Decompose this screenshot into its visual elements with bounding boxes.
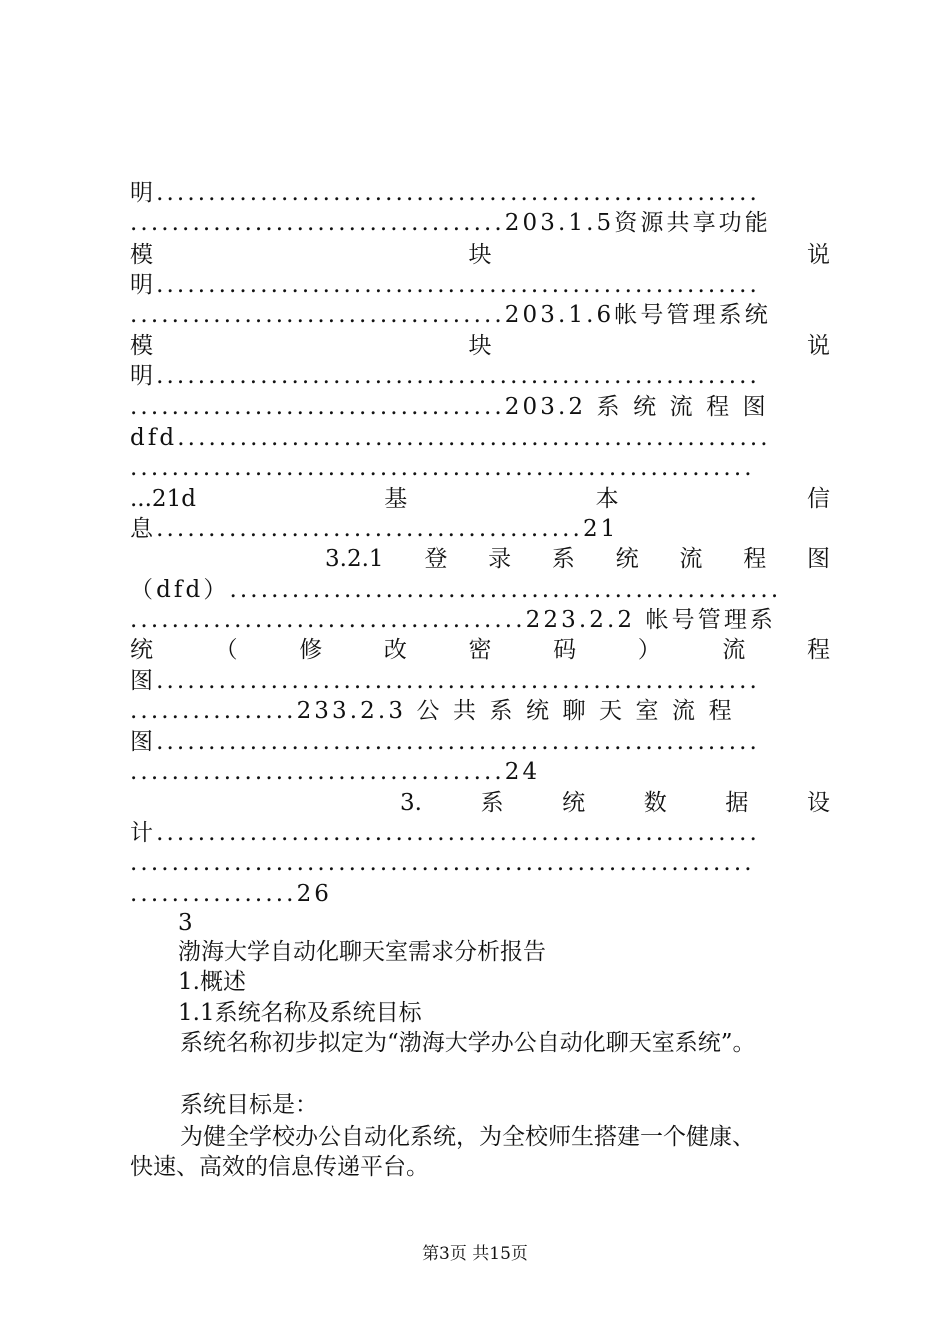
- toc-line: dfd.........................................................: [130, 425, 771, 451]
- toc-line: ....................................24: [130, 759, 541, 785]
- paragraph: 系统名称初步拟定为“渤海大学办公自动化聊天室系统”。: [180, 1030, 756, 1056]
- toc-word: 统: [562, 790, 586, 816]
- toc-line-justified: [130, 240, 830, 270]
- paragraph: 为健全学校办公自动化系统，为全校师生搭建一个健康、: [180, 1124, 755, 1150]
- toc-word: 信: [806, 486, 830, 512]
- toc-line: ....................................203.1.5资源共享功能: [130, 210, 771, 236]
- toc-word: 登: [424, 546, 448, 572]
- toc-word: 块: [468, 333, 492, 359]
- toc-line: （dfd）.....................................................: [130, 577, 782, 603]
- toc-word: 基: [384, 486, 408, 512]
- toc-line: 息.........................................21: [130, 516, 619, 542]
- toc-word: 图: [807, 546, 830, 572]
- toc-word: 码: [553, 637, 577, 663]
- toc-word: 统: [130, 637, 153, 663]
- toc-word: 流: [722, 637, 746, 663]
- document-title: 渤海大学自动化聊天室需求分析报告: [178, 939, 546, 965]
- toc-word: 改: [383, 637, 407, 663]
- heading-1: 1.概述: [178, 969, 246, 995]
- toc-word: 修: [299, 637, 323, 663]
- toc-line: 明..........................................................: [130, 363, 760, 389]
- toc-line-justified: [130, 484, 830, 514]
- toc-word: 密: [468, 637, 492, 663]
- toc-word: 程: [807, 637, 830, 663]
- toc-line: ......................................223.2.2 帐号管理系: [130, 607, 777, 633]
- toc-line: 明..........................................................: [130, 180, 760, 206]
- heading-1-1: 1.1系统名称及系统目标: [178, 1000, 422, 1026]
- page-footer: 第3页 共15页: [422, 1244, 528, 1264]
- toc-word: 块: [468, 242, 492, 268]
- toc-word: 3.2.1: [325, 546, 384, 572]
- toc-line: 计..........................................................: [130, 820, 760, 846]
- toc-word: （: [214, 637, 238, 663]
- toc-word: 模: [130, 333, 153, 359]
- toc-word: 程: [743, 546, 767, 572]
- toc-word: 系: [551, 546, 575, 572]
- toc-word: ）: [637, 637, 661, 663]
- toc-word: 据: [725, 790, 749, 816]
- toc-word: 说: [807, 242, 830, 268]
- paragraph: 快速、高效的信息传递平台。: [130, 1154, 429, 1180]
- toc-line: 图..........................................................: [130, 668, 760, 694]
- toc-word: 系: [480, 790, 504, 816]
- toc-line: ............................................................: [130, 850, 755, 876]
- toc-word: ...21d: [130, 486, 196, 512]
- toc-word: 模: [130, 242, 153, 268]
- toc-line: 明..........................................................: [130, 272, 760, 298]
- toc-word: 本: [595, 486, 619, 512]
- toc-line: ................26: [130, 881, 333, 907]
- toc-line-justified: [130, 331, 830, 361]
- toc-line: ............................................................: [130, 455, 755, 481]
- toc-word: 3.: [400, 790, 422, 816]
- toc-line: ....................................203.1.6帐号管理系统: [130, 302, 771, 328]
- toc-line-justified: [325, 544, 830, 574]
- toc-word: 数: [643, 790, 667, 816]
- toc-line-justified: [130, 635, 830, 665]
- page-number-text: 3: [178, 910, 193, 936]
- toc-word: 录: [488, 546, 512, 572]
- toc-word: 统: [615, 546, 639, 572]
- toc-line: 图..........................................................: [130, 729, 760, 755]
- paragraph: 系统目标是：: [180, 1092, 318, 1118]
- toc-word: 说: [807, 333, 830, 359]
- toc-word: 流: [679, 546, 703, 572]
- toc-line-justified: [400, 788, 830, 818]
- toc-line: ....................................203.2 系 统 流 程 图: [130, 394, 769, 420]
- toc-word: 设: [807, 790, 830, 816]
- toc-line: ................233.2.3 公 共 系 统 聊 天 室 流 程: [130, 698, 735, 724]
